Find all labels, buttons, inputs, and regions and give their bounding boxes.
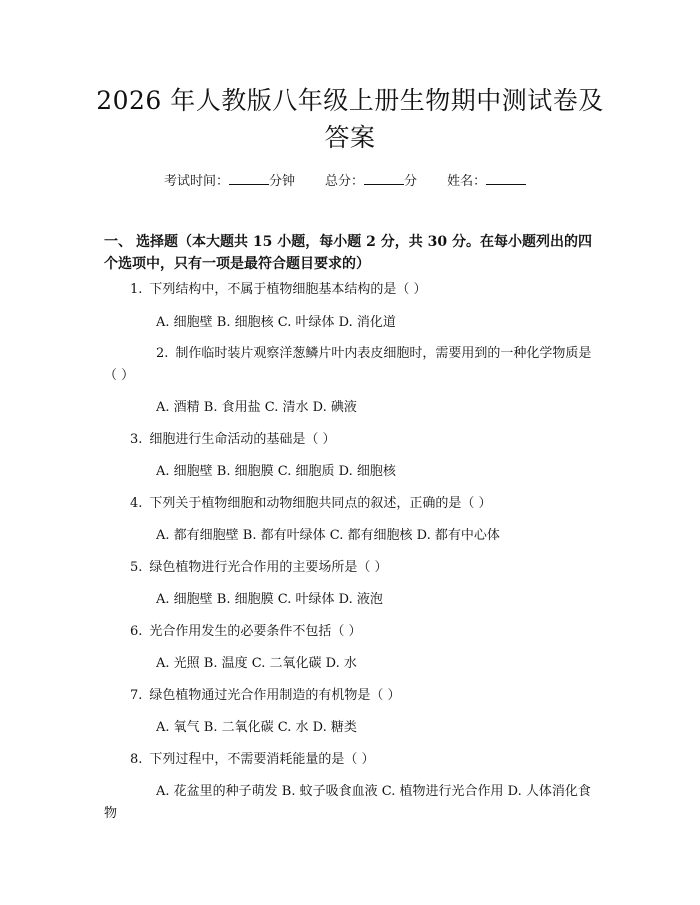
exam-time-unit: 分钟 [269,174,296,189]
question-text: 制作临时装片观察洋葱鳞片叶内表皮细胞时，需要用到的一种化学物质是（ ） [104,346,592,383]
question-text: 光合作用发生的必要条件不包括（ ） [149,624,362,639]
total-score-field [325,170,417,189]
document-title-line-1: 2026 年人教版八年级上册生物期中测试卷及 [96,86,604,115]
question-text: 细胞进行生命活动的基础是（ ） [149,432,336,447]
question-text: 下列结构中，不属于植物细胞基本结构的是（ ） [149,282,427,297]
question-3-options: A. 细胞壁 B. 细胞膜 C. 细胞质 D. 细胞核 [156,464,396,479]
student-name-label: 姓名： [447,174,487,189]
student-name-field [447,170,526,189]
question-number: 7. [130,688,143,703]
exam-time-blank [229,172,269,185]
question-number: 5. [130,560,143,575]
question-4 [130,493,600,515]
exam-time-field [164,170,295,189]
question-7 [130,685,600,707]
document-title-line-2: 答案 [324,123,376,152]
student-name-blank [486,172,526,185]
question-5-options: A. 细胞壁 B. 细胞膜 C. 叶绿体 D. 液泡 [156,592,383,607]
question-number: 2. [156,346,169,361]
question-number: 6. [130,624,143,639]
question-8 [130,749,600,771]
question-1 [130,279,600,301]
exam-time-label: 考试时间： [164,174,230,189]
question-3 [130,429,600,451]
total-score-unit: 分 [404,174,418,189]
section-number: 一、 [104,234,132,250]
question-number: 1. [130,282,143,297]
question-7-options: A. 氧气 B. 二氧化碳 C. 水 D. 糖类 [156,720,357,735]
question-2 [104,343,594,387]
total-score-label: 总分： [325,174,365,189]
section-instructions: 选择题（本大题共 15 小题，每小题 2 分，共 30 分。在每小题列出的四个选项中，只有一项是最符合题目要求的） [104,234,592,272]
question-4-options: A. 都有细胞壁 B. 都有叶绿体 C. 都有细胞核 D. 都有中心体 [156,528,500,543]
exam-meta-line [164,170,526,189]
question-text: 绿色植物进行光合作用的主要场所是（ ） [149,560,388,575]
question-1-options: A. 细胞壁 B. 细胞核 C. 叶绿体 D. 消化道 [156,315,396,330]
section-heading [104,231,594,275]
question-8-options: A. 花盆里的种子萌发 B. 蚊子吸食血液 C. 植物进行光合作用 D. 人体消化食物 [104,784,591,821]
question-number: 8. [130,752,143,767]
question-6-options: A. 光照 B. 温度 C. 二氧化碳 D. 水 [156,656,357,671]
question-text: 下列关于植物细胞和动物细胞共同点的叙述，正确的是（ ） [149,496,492,511]
question-2-options: A. 酒精 B. 食用盐 C. 清水 D. 碘液 [156,400,357,415]
question-number: 3. [130,432,143,447]
question-5 [130,557,600,579]
question-text: 绿色植物通过光合作用制造的有机物是（ ） [149,688,401,703]
question-6 [130,621,600,643]
total-score-blank [364,172,404,185]
question-text: 下列过程中，不需要消耗能量的是（ ） [149,752,375,767]
question-number: 4. [130,496,143,511]
